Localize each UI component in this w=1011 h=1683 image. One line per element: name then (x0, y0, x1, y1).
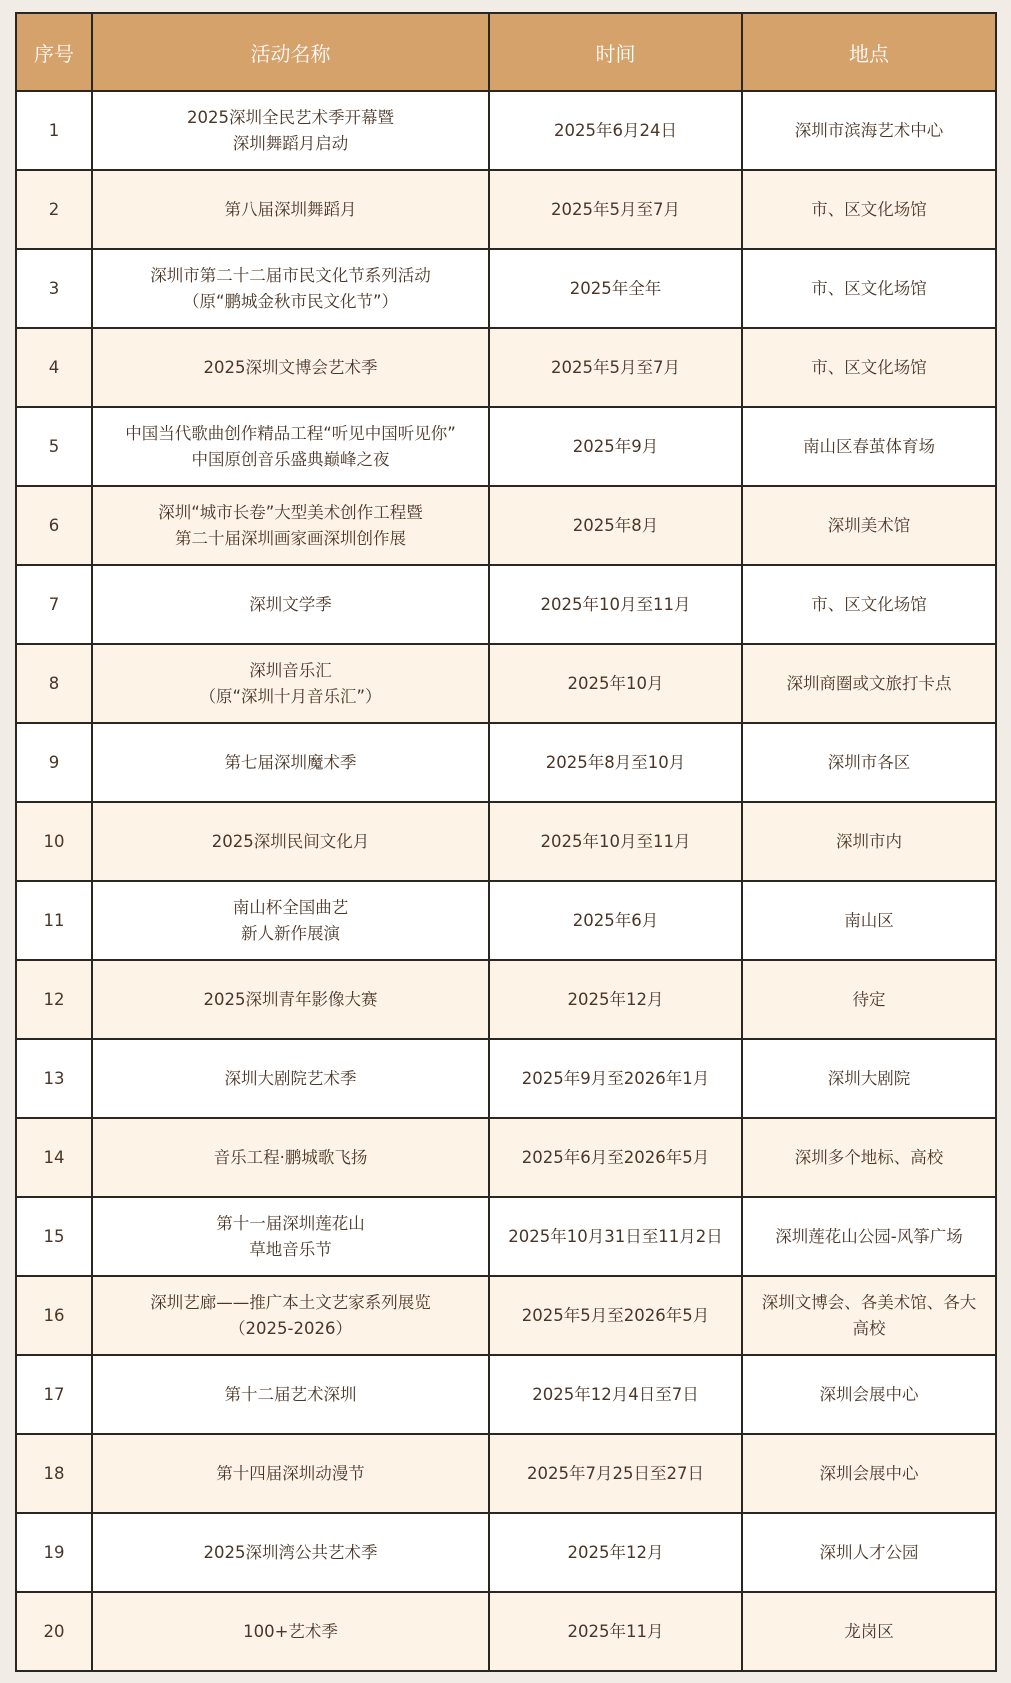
cell-index: 1 (16, 91, 92, 170)
table-row (16, 644, 996, 723)
cell-location (742, 170, 996, 249)
table-row (16, 1434, 996, 1513)
location-line: 市、区文化场馆 (811, 594, 927, 614)
cell-time: 2025年10月至11月 (489, 802, 742, 881)
location-line: 深圳美术馆 (827, 515, 911, 535)
cell-event-name (92, 249, 489, 328)
table-row (16, 723, 996, 802)
table-row (16, 486, 996, 565)
cell-time: 2025年12月 (489, 1513, 742, 1592)
cell-location (742, 1434, 996, 1513)
event-name-line: 南山杯全国曲艺 (232, 897, 349, 917)
cell-location (742, 644, 996, 723)
cell-location (742, 91, 996, 170)
cell-location (742, 407, 996, 486)
cell-location (742, 960, 996, 1039)
events-table-container (15, 12, 995, 1670)
cell-index: 5 (16, 407, 92, 486)
location-line: 深圳会展中心 (819, 1463, 919, 1483)
table-row (16, 170, 996, 249)
event-name-line: 深圳舞蹈月启动 (232, 133, 349, 153)
event-name-line: 第七届深圳魔术季 (224, 752, 357, 772)
cell-index: 18 (16, 1434, 92, 1513)
cell-event-name (92, 723, 489, 802)
cell-location (742, 1039, 996, 1118)
header-index: 序号 (16, 13, 92, 91)
table-body (16, 91, 996, 1671)
table-row (16, 249, 996, 328)
cell-location (742, 723, 996, 802)
cell-time: 2025年9月 (489, 407, 742, 486)
location-line: 南山区 (844, 910, 894, 930)
event-name-line: 中国当代歌曲创作精品工程“听见中国听见你” (125, 423, 456, 443)
cell-time: 2025年8月 (489, 486, 742, 565)
cell-time: 2025年6月至2026年5月 (489, 1118, 742, 1197)
table-row (16, 1276, 996, 1355)
table-row (16, 881, 996, 960)
cell-event-name (92, 407, 489, 486)
event-name-line: 2025深圳文博会艺术季 (203, 357, 378, 377)
cell-location (742, 1118, 996, 1197)
event-name-line: 音乐工程·鹏城歌飞扬 (213, 1147, 368, 1167)
cell-location (742, 328, 996, 407)
cell-location (742, 249, 996, 328)
cell-index: 4 (16, 328, 92, 407)
location-line: 市、区文化场馆 (811, 357, 927, 377)
table-row (16, 1355, 996, 1434)
header-row (16, 13, 996, 91)
event-name-line: 深圳艺廊——推广本土文艺家系列展览 (150, 1292, 431, 1312)
cell-event-name (92, 1355, 489, 1434)
cell-index: 17 (16, 1355, 92, 1434)
event-name-line: 新人新作展演 (241, 923, 340, 943)
event-name-line: （2025-2026） (229, 1318, 352, 1338)
event-name-line: 深圳音乐汇 (249, 660, 332, 680)
cell-time: 2025年6月 (489, 881, 742, 960)
cell-index: 3 (16, 249, 92, 328)
event-name-line: 100+艺术季 (243, 1621, 338, 1641)
table-row (16, 1513, 996, 1592)
cell-index: 9 (16, 723, 92, 802)
event-name-line: 第十四届深圳动漫节 (216, 1463, 365, 1483)
location-line: 深圳商圈或文旅打卡点 (786, 673, 952, 693)
location-line: 深圳多个地标、高校 (794, 1147, 944, 1167)
cell-location (742, 881, 996, 960)
cell-index: 7 (16, 565, 92, 644)
cell-time: 2025年9月至2026年1月 (489, 1039, 742, 1118)
table-row (16, 328, 996, 407)
event-name-line: 2025深圳青年影像大赛 (203, 989, 378, 1009)
cell-event-name (92, 486, 489, 565)
cell-time: 2025年10月31日至11月2日 (489, 1197, 742, 1276)
cell-event-name (92, 1197, 489, 1276)
table-row (16, 1197, 996, 1276)
event-name-line: 深圳大剧院艺术季 (224, 1068, 357, 1088)
location-line: 深圳莲花山公园-风筝广场 (775, 1226, 963, 1246)
cell-event-name (92, 1118, 489, 1197)
cell-index: 16 (16, 1276, 92, 1355)
cell-time: 2025年11月 (489, 1592, 742, 1671)
table-header (16, 13, 996, 91)
cell-index: 11 (16, 881, 92, 960)
cell-time: 2025年5月至7月 (489, 170, 742, 249)
cell-event-name (92, 881, 489, 960)
header-location: 地点 (742, 13, 996, 91)
cell-event-name (92, 1276, 489, 1355)
event-name-line: 第十一届深圳莲花山 (216, 1213, 365, 1233)
location-line: 深圳市滨海艺术中心 (794, 120, 944, 140)
location-line: 深圳会展中心 (819, 1384, 919, 1404)
table-row (16, 1039, 996, 1118)
event-name-line: 2025深圳湾公共艺术季 (203, 1542, 378, 1562)
event-name-line: （原“鹏城金秋市民文化节”） (182, 291, 399, 311)
location-line: 市、区文化场馆 (811, 199, 927, 219)
cell-event-name (92, 1434, 489, 1513)
header-time: 时间 (489, 13, 742, 91)
cell-event-name (92, 565, 489, 644)
table-row (16, 1118, 996, 1197)
cell-index: 2 (16, 170, 92, 249)
table-row (16, 1592, 996, 1671)
event-name-line: 草地音乐节 (249, 1239, 332, 1259)
cell-time: 2025年6月24日 (489, 91, 742, 170)
cell-time: 2025年5月至7月 (489, 328, 742, 407)
cell-location (742, 1513, 996, 1592)
table-row (16, 565, 996, 644)
location-line: 深圳大剧院 (827, 1068, 911, 1088)
cell-time: 2025年全年 (489, 249, 742, 328)
cell-index: 20 (16, 1592, 92, 1671)
event-name-line: 第十二届艺术深圳 (224, 1384, 357, 1404)
cell-time: 2025年10月 (489, 644, 742, 723)
location-line: 南山区春茧体育场 (803, 436, 935, 456)
cell-location (742, 1197, 996, 1276)
cell-index: 19 (16, 1513, 92, 1592)
event-name-line: （原“深圳十月音乐汇”） (199, 686, 382, 706)
events-table (15, 12, 997, 1672)
cell-index: 8 (16, 644, 92, 723)
location-line: 深圳市内 (836, 831, 902, 851)
location-line: 深圳市各区 (827, 752, 911, 772)
cell-event-name (92, 1513, 489, 1592)
location-line: 龙岗区 (844, 1621, 894, 1641)
cell-event-name (92, 1039, 489, 1118)
event-name-line: 深圳市第二十二届市民文化节系列活动 (150, 265, 431, 285)
cell-location (742, 565, 996, 644)
cell-event-name (92, 1592, 489, 1671)
cell-time: 2025年12月 (489, 960, 742, 1039)
cell-index: 13 (16, 1039, 92, 1118)
cell-time: 2025年7月25日至27日 (489, 1434, 742, 1513)
event-name-line: 深圳文学季 (249, 594, 332, 614)
table-row (16, 91, 996, 170)
cell-location (742, 1355, 996, 1434)
cell-time: 2025年10月至11月 (489, 565, 742, 644)
table-row (16, 960, 996, 1039)
cell-event-name (92, 802, 489, 881)
table-row (16, 407, 996, 486)
event-name-line: 第八届深圳舞蹈月 (224, 199, 357, 219)
location-line: 高校 (852, 1318, 886, 1338)
cell-event-name (92, 328, 489, 407)
cell-index: 10 (16, 802, 92, 881)
cell-time: 2025年8月至10月 (489, 723, 742, 802)
cell-index: 15 (16, 1197, 92, 1276)
cell-index: 6 (16, 486, 92, 565)
cell-time: 2025年12月4日至7日 (489, 1355, 742, 1434)
event-name-line: 深圳“城市长卷”大型美术创作工程暨 (158, 502, 423, 522)
event-name-line: 中国原创音乐盛典巅峰之夜 (191, 449, 390, 469)
location-line: 深圳人才公园 (819, 1542, 919, 1562)
cell-event-name (92, 644, 489, 723)
location-line: 市、区文化场馆 (811, 278, 927, 298)
cell-time: 2025年5月至2026年5月 (489, 1276, 742, 1355)
cell-location (742, 1592, 996, 1671)
location-line: 深圳文博会、各美术馆、各大 (761, 1292, 977, 1312)
cell-index: 12 (16, 960, 92, 1039)
cell-event-name (92, 170, 489, 249)
cell-event-name (92, 91, 489, 170)
location-line: 待定 (852, 989, 886, 1009)
event-name-line: 2025深圳民间文化月 (211, 831, 370, 851)
cell-location (742, 486, 996, 565)
cell-event-name (92, 960, 489, 1039)
event-name-line: 2025深圳全民艺术季开幕暨 (187, 107, 394, 127)
cell-location (742, 1276, 996, 1355)
table-row (16, 802, 996, 881)
cell-index: 14 (16, 1118, 92, 1197)
cell-location (742, 802, 996, 881)
header-event-name: 活动名称 (92, 13, 489, 91)
event-name-line: 第二十届深圳画家画深圳创作展 (175, 528, 406, 548)
